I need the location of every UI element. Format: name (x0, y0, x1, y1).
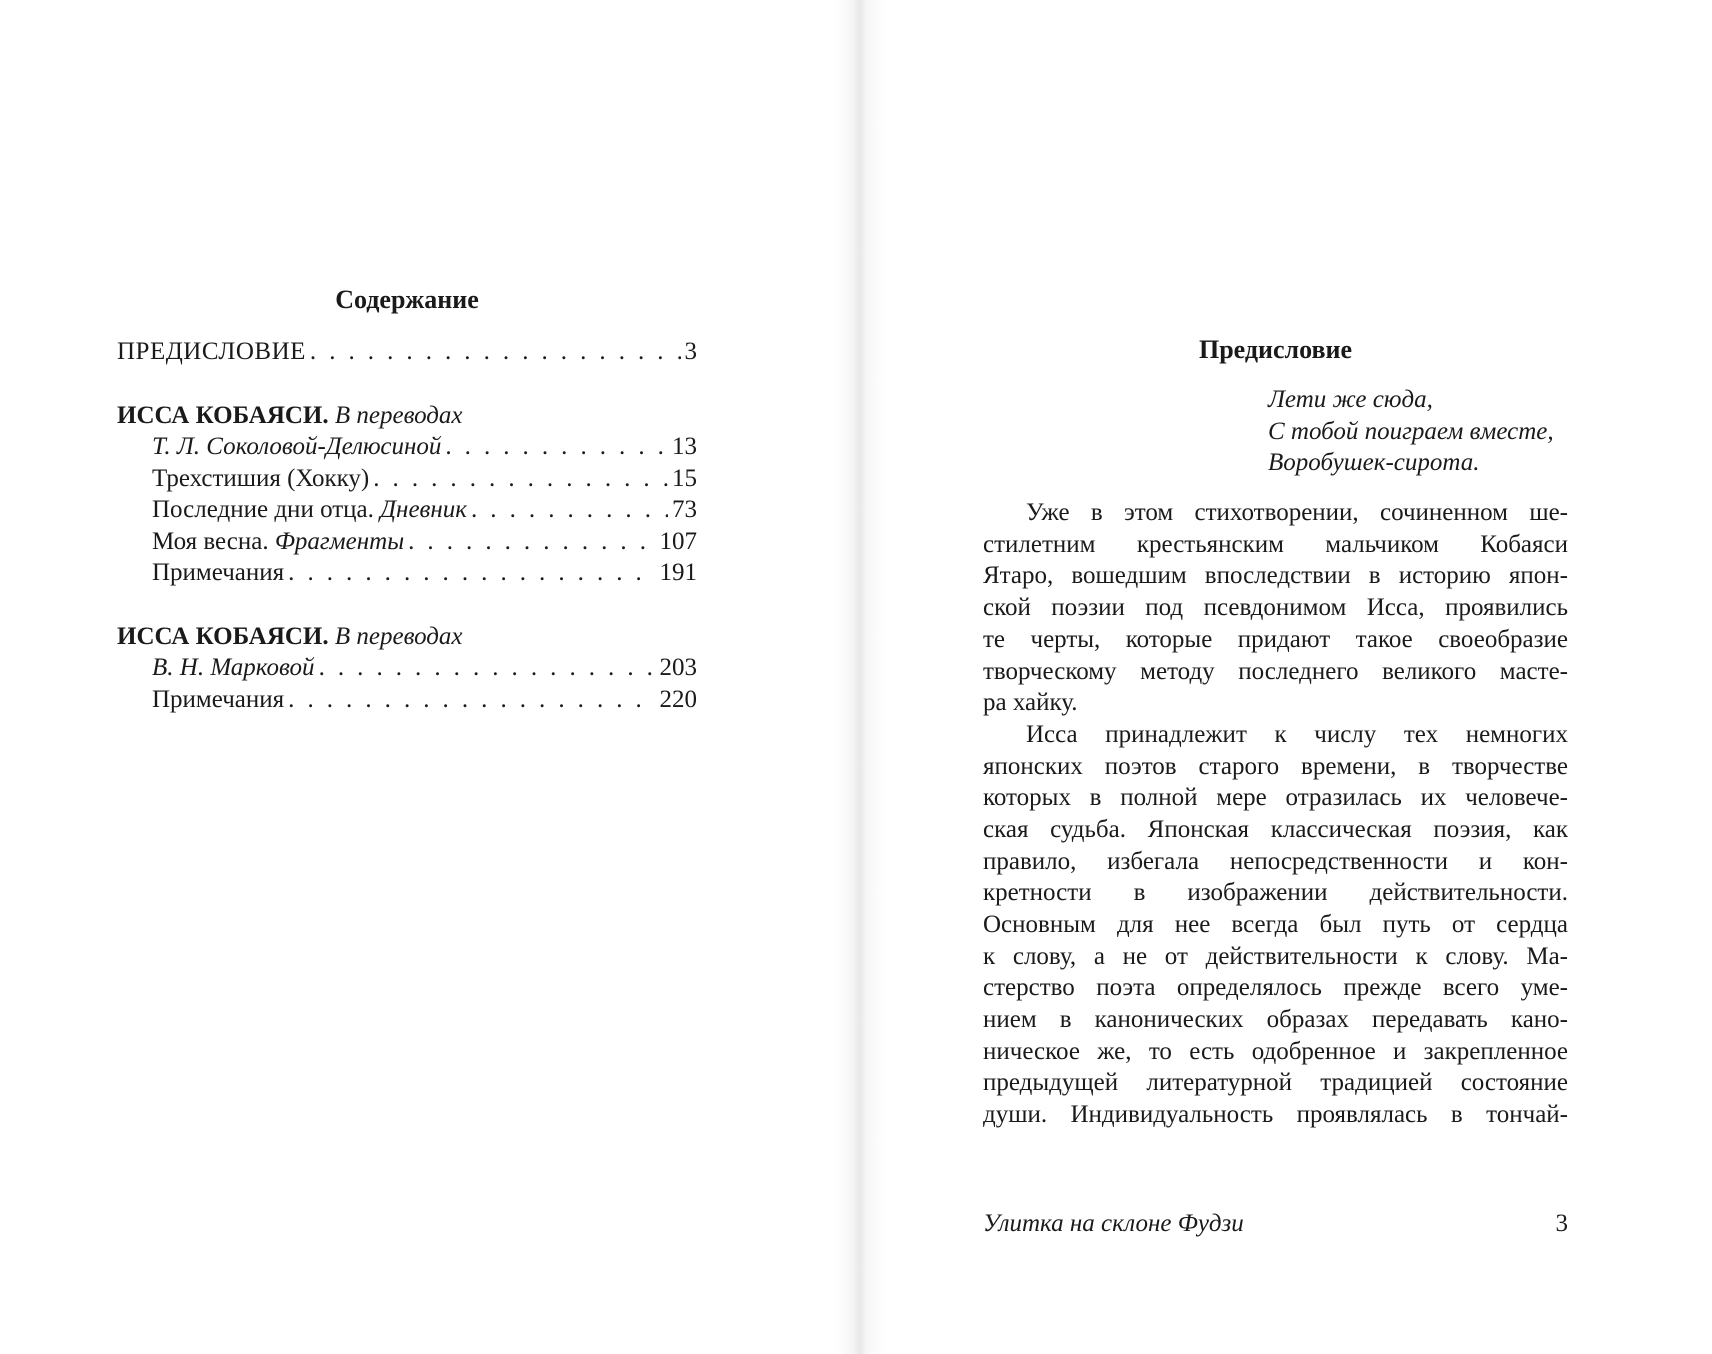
toc-section-heading (117, 621, 697, 653)
toc-entry-label: Примечания (152, 559, 285, 586)
epigraph-poem (1268, 384, 1568, 479)
paragraph (983, 719, 1568, 1131)
toc-leader-dots (288, 684, 655, 715)
toc-entry-page: 13 (672, 433, 697, 460)
toc-entry-label: Трехстишия (Хокку) (152, 464, 370, 492)
toc-leader-dots (319, 652, 656, 683)
toc-entry[interactable] (117, 557, 697, 589)
text-line: к слову, а не от действительности к слову. Ма- (983, 942, 1568, 970)
toc-entry-label: Последние дни отца. Дневник (152, 496, 467, 523)
toc-entry-page: 15 (672, 464, 697, 492)
toc-entry-preface[interactable] (117, 336, 697, 368)
toc-entry[interactable] (117, 652, 697, 684)
text-line: предыдущей литературной традицией состояние (983, 1069, 1568, 1097)
toc-entry[interactable] (117, 684, 697, 716)
toc-entry-label: Примечания (152, 685, 285, 713)
toc-leader-dots (445, 431, 668, 462)
toc-section-subtitle: В переводах (334, 622, 463, 650)
toc-section-heading (117, 400, 697, 432)
toc-entry-label: ПРЕДИСЛОВИЕ (117, 338, 306, 365)
text-line: правило, избегала непосредственности и кон- (983, 847, 1568, 875)
toc-entry-page: 203 (659, 654, 697, 681)
toc-entry[interactable] (117, 526, 697, 558)
paragraph (983, 497, 1568, 719)
epigraph-line: Воробушек-сирота. (1268, 449, 1480, 477)
preface-title: Предисловие (1198, 335, 1353, 364)
toc-entry-page: 191 (659, 559, 697, 586)
text-line: стерство поэта определялось прежде всего уме- (983, 974, 1568, 1002)
text-line: те черты, которые придают такое своеобразие (983, 625, 1568, 653)
text-line: Ятаро, вошедшим впоследствии в историю япон- (983, 562, 1568, 590)
text-line: ской поэзии под псевдонимом Исса, проявились (983, 594, 1568, 622)
toc-section-subtitle: В переводах (334, 401, 463, 429)
toc-section-author: ИССА КОБАЯСИ. (117, 401, 329, 429)
page-footer (983, 1210, 1568, 1238)
toc-entry-page: 3 (684, 338, 697, 365)
toc-leader-dots (373, 463, 668, 494)
text-line: Уже в этом стихотворении, сочиненном ше- (1026, 499, 1568, 527)
page-number: 3 (1555, 1210, 1568, 1237)
epigraph-line: Лети же сюда, (1268, 386, 1433, 413)
toc-entry[interactable] (117, 463, 697, 495)
epigraph-line: С тобой поиграем вместе, (1268, 417, 1554, 445)
table-of-contents (117, 280, 697, 715)
text-line: нием в канонических образах передавать кано- (983, 1006, 1568, 1034)
text-line: ра хайку. (983, 689, 1078, 717)
text-line: Исса принадлежит к числу тех немногих (1026, 720, 1568, 748)
toc-leader-dots (408, 526, 655, 557)
toc-entry[interactable] (117, 494, 697, 526)
toc-section-author: ИССА КОБАЯСИ. (117, 622, 329, 650)
toc-title: Содержание (335, 285, 479, 314)
toc-leader-dots (288, 557, 655, 588)
text-line: стилетним крестьянским мальчиком Кобаяси (983, 530, 1568, 558)
toc-leader-dots (471, 494, 668, 525)
toc-entry-page: 220 (659, 685, 697, 713)
preface-section (983, 330, 1568, 1131)
text-line: ская судьба. Японская классическая поэзия, как (983, 815, 1568, 843)
text-line: души. Индивидуальность проявлялась в тончай- (983, 1101, 1568, 1129)
text-line: творческому методу последнего великого масте- (983, 657, 1568, 685)
text-line: кретности в изображении действительности. (983, 879, 1568, 907)
toc-entry-label: В. Н. Марковой (152, 654, 315, 681)
text-line: японских поэтов старого времени, в творчестве (983, 752, 1568, 780)
toc-entry-label: Моя весна. Фрагменты (152, 527, 405, 555)
running-title: Улитка на склоне Фудзи (983, 1210, 1244, 1237)
toc-entry-label: Т. Л. Соколовой-Делюсиной (152, 433, 442, 460)
toc-entry-page: 107 (659, 527, 697, 555)
text-line: которых в полной мере отразилась их человече- (983, 784, 1568, 812)
toc-entry[interactable] (117, 431, 697, 463)
text-line: Основным для нее всегда был путь от сердца (983, 911, 1568, 938)
text-line: ническое же, то есть одобренное и закрепленное (983, 1037, 1568, 1065)
toc-entry-page: 73 (672, 496, 697, 523)
toc-leader-dots (310, 336, 681, 367)
